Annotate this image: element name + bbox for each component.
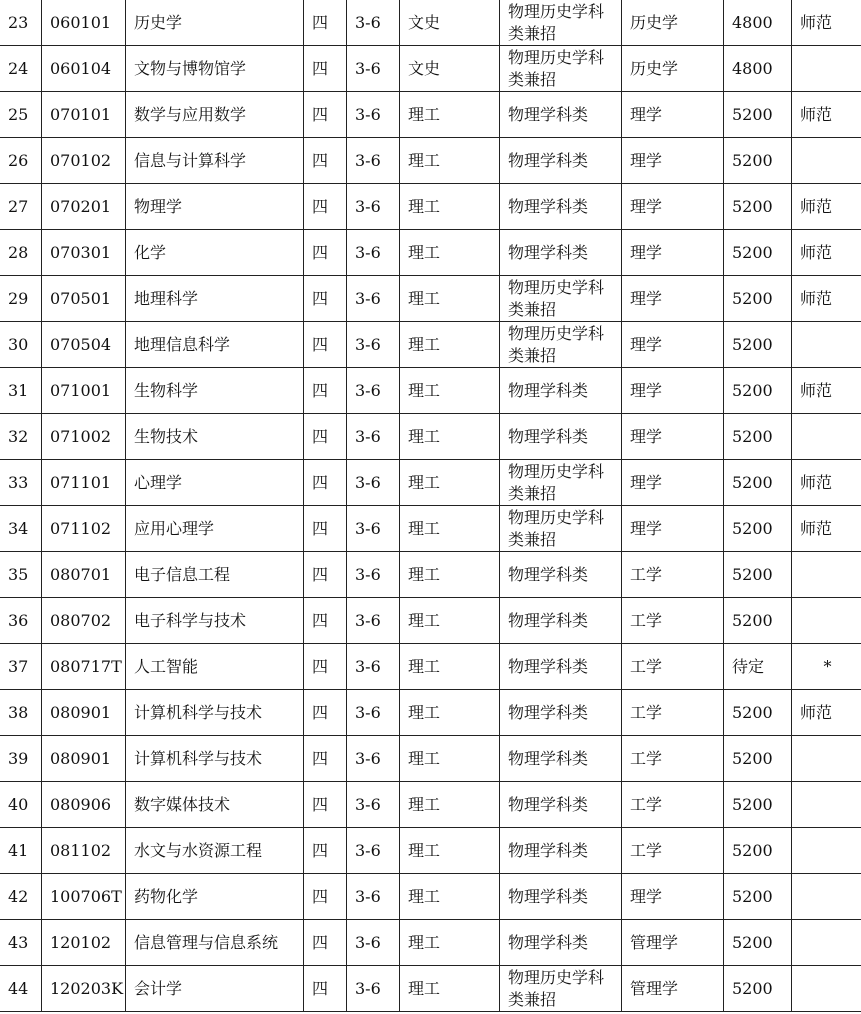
degree-cell: 理学	[622, 368, 724, 414]
row-number-cell: 33	[0, 460, 42, 506]
table-row	[0, 368, 861, 414]
table-row	[0, 138, 861, 184]
table-row	[0, 690, 861, 736]
major-name-cell: 物理学	[126, 184, 304, 230]
row-number-cell: 23	[0, 0, 42, 46]
major-code-cell: 120203K	[42, 966, 126, 1012]
major-name-cell: 电子信息工程	[126, 552, 304, 598]
study-years-cell: 四	[304, 460, 347, 506]
note-cell	[792, 46, 861, 92]
major-name-cell: 生物科学	[126, 368, 304, 414]
row-number-cell: 42	[0, 874, 42, 920]
major-name-cell: 药物化学	[126, 874, 304, 920]
major-name-cell: 信息与计算科学	[126, 138, 304, 184]
study-years-cell: 四	[304, 966, 347, 1012]
track-cell: 理工	[400, 506, 500, 552]
note-cell: 师范	[792, 506, 861, 552]
year-range-cell: 3-6	[347, 414, 400, 460]
year-range-cell: 3-6	[347, 46, 400, 92]
subject-category-cell: 物理学科类	[500, 598, 622, 644]
degree-cell: 工学	[622, 736, 724, 782]
year-range-cell: 3-6	[347, 276, 400, 322]
year-range-cell: 3-6	[347, 184, 400, 230]
year-range-cell: 3-6	[347, 92, 400, 138]
track-cell: 理工	[400, 276, 500, 322]
major-code-cell: 060104	[42, 46, 126, 92]
tuition-fee-cell: 5200	[724, 368, 792, 414]
row-number-cell: 32	[0, 414, 42, 460]
year-range-cell: 3-6	[347, 0, 400, 46]
track-cell: 文史	[400, 0, 500, 46]
note-cell	[792, 322, 861, 368]
table-row	[0, 0, 861, 46]
note-cell	[792, 138, 861, 184]
table-row	[0, 920, 861, 966]
table-row	[0, 414, 861, 460]
study-years-cell: 四	[304, 782, 347, 828]
study-years-cell: 四	[304, 368, 347, 414]
row-number-cell: 26	[0, 138, 42, 184]
study-years-cell: 四	[304, 828, 347, 874]
track-cell: 理工	[400, 874, 500, 920]
year-range-cell: 3-6	[347, 644, 400, 690]
track-cell: 理工	[400, 460, 500, 506]
major-code-cell: 071102	[42, 506, 126, 552]
table-row	[0, 874, 861, 920]
degree-cell: 理学	[622, 414, 724, 460]
subject-category-cell: 物理历史学科类兼招	[500, 276, 622, 322]
subject-category-cell: 物理学科类	[500, 184, 622, 230]
row-number-cell: 31	[0, 368, 42, 414]
subject-category-cell: 物理学科类	[500, 230, 622, 276]
subject-category-cell: 物理历史学科类兼招	[500, 506, 622, 552]
major-name-cell: 电子科学与技术	[126, 598, 304, 644]
degree-cell: 理学	[622, 874, 724, 920]
study-years-cell: 四	[304, 46, 347, 92]
subject-category-cell: 物理学科类	[500, 736, 622, 782]
major-code-cell: 080901	[42, 736, 126, 782]
subject-category-cell: 物理学科类	[500, 828, 622, 874]
study-years-cell: 四	[304, 598, 347, 644]
major-code-cell: 070101	[42, 92, 126, 138]
year-range-cell: 3-6	[347, 506, 400, 552]
row-number-cell: 36	[0, 598, 42, 644]
major-name-cell: 化学	[126, 230, 304, 276]
year-range-cell: 3-6	[347, 966, 400, 1012]
major-name-cell: 地理科学	[126, 276, 304, 322]
degree-cell: 理学	[622, 322, 724, 368]
table-row	[0, 506, 861, 552]
note-cell	[792, 828, 861, 874]
major-name-cell: 数学与应用数学	[126, 92, 304, 138]
year-range-cell: 3-6	[347, 230, 400, 276]
subject-category-cell: 物理学科类	[500, 690, 622, 736]
degree-cell: 理学	[622, 138, 724, 184]
tuition-fee-cell: 5200	[724, 92, 792, 138]
table-row	[0, 322, 861, 368]
note-cell: 师范	[792, 92, 861, 138]
tuition-fee-cell: 5200	[724, 552, 792, 598]
tuition-fee-cell: 5200	[724, 230, 792, 276]
table-row	[0, 598, 861, 644]
tuition-fee-cell: 5200	[724, 138, 792, 184]
study-years-cell: 四	[304, 690, 347, 736]
year-range-cell: 3-6	[347, 138, 400, 184]
major-code-cell: 081102	[42, 828, 126, 874]
row-number-cell: 28	[0, 230, 42, 276]
year-range-cell: 3-6	[347, 368, 400, 414]
study-years-cell: 四	[304, 920, 347, 966]
track-cell: 理工	[400, 368, 500, 414]
major-name-cell: 数字媒体技术	[126, 782, 304, 828]
track-cell: 理工	[400, 138, 500, 184]
major-code-cell: 070201	[42, 184, 126, 230]
table-row	[0, 184, 861, 230]
note-cell: 师范	[792, 0, 861, 46]
track-cell: 理工	[400, 920, 500, 966]
tuition-fee-cell: 5200	[724, 690, 792, 736]
degree-cell: 历史学	[622, 46, 724, 92]
row-number-cell: 40	[0, 782, 42, 828]
degree-cell: 理学	[622, 506, 724, 552]
major-name-cell: 计算机科学与技术	[126, 690, 304, 736]
table-row	[0, 46, 861, 92]
degree-cell: 管理学	[622, 920, 724, 966]
degree-cell: 工学	[622, 690, 724, 736]
year-range-cell: 3-6	[347, 736, 400, 782]
major-name-cell: 地理信息科学	[126, 322, 304, 368]
major-name-cell: 文物与博物馆学	[126, 46, 304, 92]
degree-cell: 工学	[622, 644, 724, 690]
major-code-cell: 120102	[42, 920, 126, 966]
major-code-cell: 071101	[42, 460, 126, 506]
year-range-cell: 3-6	[347, 782, 400, 828]
subject-category-cell: 物理学科类	[500, 92, 622, 138]
row-number-cell: 25	[0, 92, 42, 138]
row-number-cell: 44	[0, 966, 42, 1012]
major-name-cell: 心理学	[126, 460, 304, 506]
table-row	[0, 966, 861, 1012]
subject-category-cell: 物理历史学科类兼招	[500, 322, 622, 368]
row-number-cell: 34	[0, 506, 42, 552]
major-code-cell: 070504	[42, 322, 126, 368]
track-cell: 理工	[400, 322, 500, 368]
study-years-cell: 四	[304, 506, 347, 552]
tuition-fee-cell: 待定	[724, 644, 792, 690]
row-number-cell: 43	[0, 920, 42, 966]
note-cell	[792, 966, 861, 1012]
degree-cell: 理学	[622, 276, 724, 322]
major-code-cell: 071001	[42, 368, 126, 414]
subject-category-cell: 物理历史学科类兼招	[500, 460, 622, 506]
note-cell	[792, 920, 861, 966]
row-number-cell: 24	[0, 46, 42, 92]
study-years-cell: 四	[304, 874, 347, 920]
track-cell: 理工	[400, 414, 500, 460]
table-row	[0, 92, 861, 138]
degree-cell: 管理学	[622, 966, 724, 1012]
study-years-cell: 四	[304, 552, 347, 598]
note-cell: 师范	[792, 690, 861, 736]
note-cell: *	[792, 644, 861, 690]
tuition-fee-cell: 5200	[724, 736, 792, 782]
subject-category-cell: 物理学科类	[500, 552, 622, 598]
tuition-fee-cell: 4800	[724, 0, 792, 46]
year-range-cell: 3-6	[347, 322, 400, 368]
major-name-cell: 人工智能	[126, 644, 304, 690]
degree-cell: 工学	[622, 828, 724, 874]
year-range-cell: 3-6	[347, 598, 400, 644]
row-number-cell: 27	[0, 184, 42, 230]
subject-category-cell: 物理学科类	[500, 414, 622, 460]
tuition-fee-cell: 5200	[724, 966, 792, 1012]
table-row	[0, 782, 861, 828]
row-number-cell: 37	[0, 644, 42, 690]
track-cell: 理工	[400, 828, 500, 874]
row-number-cell: 29	[0, 276, 42, 322]
tuition-fee-cell: 4800	[724, 46, 792, 92]
track-cell: 理工	[400, 966, 500, 1012]
year-range-cell: 3-6	[347, 690, 400, 736]
major-code-cell: 070102	[42, 138, 126, 184]
note-cell: 师范	[792, 230, 861, 276]
study-years-cell: 四	[304, 230, 347, 276]
degree-cell: 理学	[622, 92, 724, 138]
degree-cell: 理学	[622, 460, 724, 506]
track-cell: 理工	[400, 690, 500, 736]
note-cell	[792, 598, 861, 644]
tuition-fee-cell: 5200	[724, 184, 792, 230]
track-cell: 理工	[400, 184, 500, 230]
year-range-cell: 3-6	[347, 552, 400, 598]
table-row	[0, 460, 861, 506]
subject-category-cell: 物理历史学科类兼招	[500, 46, 622, 92]
degree-cell: 理学	[622, 230, 724, 276]
track-cell: 理工	[400, 230, 500, 276]
major-name-cell: 生物技术	[126, 414, 304, 460]
row-number-cell: 35	[0, 552, 42, 598]
study-years-cell: 四	[304, 0, 347, 46]
note-cell	[792, 782, 861, 828]
track-cell: 理工	[400, 644, 500, 690]
subject-category-cell: 物理学科类	[500, 138, 622, 184]
tuition-fee-cell: 5200	[724, 506, 792, 552]
tuition-fee-cell: 5200	[724, 322, 792, 368]
subject-category-cell: 物理学科类	[500, 368, 622, 414]
note-cell: 师范	[792, 276, 861, 322]
major-name-cell: 会计学	[126, 966, 304, 1012]
major-code-cell: 080701	[42, 552, 126, 598]
note-cell: 师范	[792, 368, 861, 414]
note-cell	[792, 552, 861, 598]
subject-category-cell: 物理学科类	[500, 920, 622, 966]
table-row	[0, 644, 861, 690]
degree-cell: 历史学	[622, 0, 724, 46]
tuition-fee-cell: 5200	[724, 828, 792, 874]
tuition-fee-cell: 5200	[724, 414, 792, 460]
degree-cell: 工学	[622, 552, 724, 598]
major-code-cell: 100706T	[42, 874, 126, 920]
subject-category-cell: 物理历史学科类兼招	[500, 966, 622, 1012]
major-name-cell: 历史学	[126, 0, 304, 46]
major-code-cell: 080906	[42, 782, 126, 828]
track-cell: 文史	[400, 46, 500, 92]
year-range-cell: 3-6	[347, 460, 400, 506]
study-years-cell: 四	[304, 736, 347, 782]
note-cell	[792, 874, 861, 920]
year-range-cell: 3-6	[347, 874, 400, 920]
row-number-cell: 30	[0, 322, 42, 368]
tuition-fee-cell: 5200	[724, 920, 792, 966]
major-code-cell: 060101	[42, 0, 126, 46]
tuition-fee-cell: 5200	[724, 460, 792, 506]
tuition-fee-cell: 5200	[724, 276, 792, 322]
degree-cell: 工学	[622, 598, 724, 644]
subject-category-cell: 物理学科类	[500, 644, 622, 690]
study-years-cell: 四	[304, 92, 347, 138]
tuition-fee-cell: 5200	[724, 782, 792, 828]
degree-cell: 工学	[622, 782, 724, 828]
row-number-cell: 41	[0, 828, 42, 874]
subject-category-cell: 物理学科类	[500, 874, 622, 920]
note-cell	[792, 414, 861, 460]
subject-category-cell: 物理学科类	[500, 782, 622, 828]
note-cell: 师范	[792, 460, 861, 506]
major-name-cell: 计算机科学与技术	[126, 736, 304, 782]
track-cell: 理工	[400, 552, 500, 598]
major-code-cell: 070501	[42, 276, 126, 322]
track-cell: 理工	[400, 782, 500, 828]
table-row	[0, 828, 861, 874]
major-code-cell: 080717T	[42, 644, 126, 690]
row-number-cell: 39	[0, 736, 42, 782]
major-code-cell: 070301	[42, 230, 126, 276]
study-years-cell: 四	[304, 184, 347, 230]
note-cell	[792, 736, 861, 782]
year-range-cell: 3-6	[347, 828, 400, 874]
major-name-cell: 信息管理与信息系统	[126, 920, 304, 966]
major-code-cell: 080702	[42, 598, 126, 644]
major-code-cell: 071002	[42, 414, 126, 460]
note-cell: 师范	[792, 184, 861, 230]
degree-cell: 理学	[622, 184, 724, 230]
study-years-cell: 四	[304, 276, 347, 322]
table-row	[0, 276, 861, 322]
track-cell: 理工	[400, 736, 500, 782]
track-cell: 理工	[400, 92, 500, 138]
major-name-cell: 应用心理学	[126, 506, 304, 552]
major-name-cell: 水文与水资源工程	[126, 828, 304, 874]
track-cell: 理工	[400, 598, 500, 644]
study-years-cell: 四	[304, 322, 347, 368]
major-code-cell: 080901	[42, 690, 126, 736]
year-range-cell: 3-6	[347, 920, 400, 966]
study-years-cell: 四	[304, 414, 347, 460]
row-number-cell: 38	[0, 690, 42, 736]
tuition-fee-cell: 5200	[724, 874, 792, 920]
study-years-cell: 四	[304, 138, 347, 184]
tuition-fee-cell: 5200	[724, 598, 792, 644]
subject-category-cell: 物理历史学科类兼招	[500, 0, 622, 46]
table-row	[0, 552, 861, 598]
table-row	[0, 736, 861, 782]
table-row	[0, 230, 861, 276]
study-years-cell: 四	[304, 644, 347, 690]
